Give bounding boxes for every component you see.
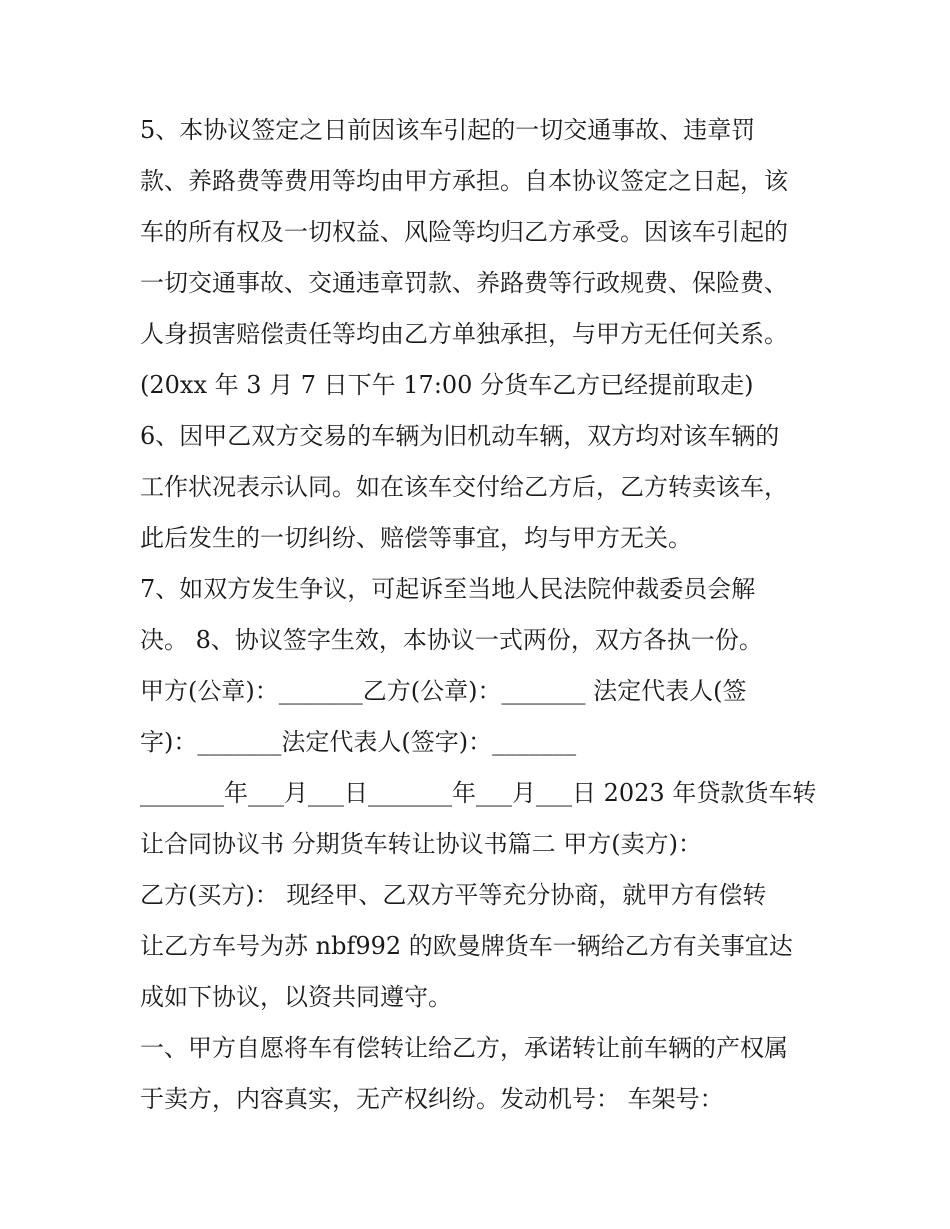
text-line: 甲方(公章)：_______乙方(公章)：_______ 法定代表人(签 xyxy=(140,677,747,705)
text-line: 此后发生的一切纠纷、赔偿等事宜，均与甲方无关。 xyxy=(140,524,692,552)
text-line: 让合同协议书 分期货车转让协议书篇二 甲方(卖方)： xyxy=(140,830,702,858)
text-line: 决。 8、协议签字生效，本协议一式两份，双方各执一份。 xyxy=(140,626,763,654)
text-line: 工作状况表示认同。如在该车交付给乙方后，乙方转卖该车， xyxy=(140,473,788,501)
text-line: 6、因甲乙双方交易的车辆为旧机动车辆，双方均对该车辆的 xyxy=(140,422,780,450)
text-line: 于卖方，内容真实，无产权纠纷。发动机号： 车架号： xyxy=(140,1085,724,1113)
text-line: 成如下协议，以资共同遵守。 xyxy=(140,983,452,1011)
text-line: 让乙方车号为苏 nbf992 的欧曼牌货车一辆给乙方有关事宜达 xyxy=(140,932,793,960)
text-line: 字)：_______法定代表人(签字)：_______ xyxy=(140,728,577,756)
text-line: 一、甲方自愿将车有偿转让给乙方，承诺转让前车辆的产权属 xyxy=(140,1034,788,1062)
text-line: 一切交通事故、交通违章罚款、养路费等行政规费、保险费、 xyxy=(140,269,788,297)
text-line: 5、本协议签定之日前因该车引起的一切交通事故、违章罚 xyxy=(140,116,756,144)
text-line: 7、如双方发生争议，可起诉至当地人民法院仲裁委员会解 xyxy=(140,575,756,603)
text-line: _______年___月___日_______年___月___日 2023 年贷款货车转 xyxy=(140,779,817,807)
text-line: 人身损害赔偿责任等均由乙方单独承担，与甲方无任何关系。 xyxy=(140,320,788,348)
text-line: 车的所有权及一切权益、风险等均归乙方承受。因该车引起的 xyxy=(140,218,788,246)
text-line: 乙方(买方)： 现经甲、乙双方平等充分协商，就甲方有偿转 xyxy=(140,881,767,909)
text-line: 款、养路费等费用等均由甲方承担。自本协议签定之日起，该 xyxy=(140,167,788,195)
text-line: (20xx 年 3 月 7 日下午 17:00 分货车乙方已经提前取走) xyxy=(140,371,754,399)
